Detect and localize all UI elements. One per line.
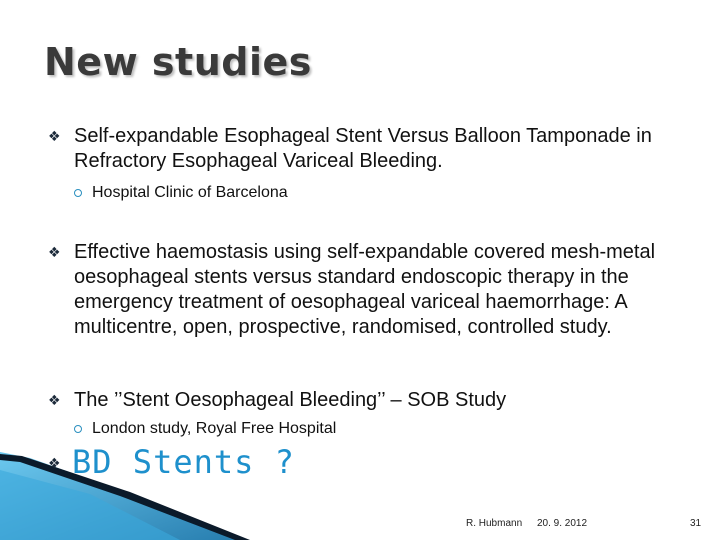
sub-item-text: London study, Royal Free Hospital bbox=[92, 420, 337, 437]
bullet-text: The ’’Stent Oesophageal Bleeding’’ – SOB Study bbox=[74, 389, 507, 411]
bullet-text: Self-expandable Esophageal Stent Versus Balloon Tamponade in Refractory Esophageal Variceal Bleeding. bbox=[74, 125, 652, 172]
footer-date: 20. 9. 2012 bbox=[537, 518, 588, 529]
footer-author: R. Hubmann bbox=[466, 518, 523, 529]
ring-bullet-icon bbox=[74, 425, 82, 433]
fleuron-bullet-icon: ❖ bbox=[48, 129, 61, 145]
fleuron-bullet-icon: ❖ bbox=[48, 393, 61, 409]
bullet-item bbox=[48, 124, 684, 174]
fleuron-bullet-icon: ❖ bbox=[48, 245, 61, 261]
bullet-text-large: BD Stents ? bbox=[72, 443, 295, 481]
sub-item bbox=[74, 184, 288, 202]
sub-item-text: Hospital Clinic of Barcelona bbox=[92, 184, 288, 201]
bullet-item-large bbox=[48, 442, 295, 482]
bullet-text: Effective haemostasis using self-expandable covered mesh-metal oesophageal stents versus standard endoscopic therapy in the emergency treatment of oesophageal variceal haemorrhage: A multicentre, open, prospective, randomised, controlled study. bbox=[74, 241, 656, 338]
bullet-item bbox=[48, 388, 684, 413]
slide-title: New studies bbox=[44, 40, 312, 84]
sub-item bbox=[74, 420, 336, 438]
fleuron-bullet-icon: ❖ bbox=[48, 456, 61, 472]
bullet-item bbox=[48, 240, 684, 340]
ring-bullet-icon bbox=[74, 189, 82, 197]
footer-page-number: 31 bbox=[690, 518, 702, 529]
